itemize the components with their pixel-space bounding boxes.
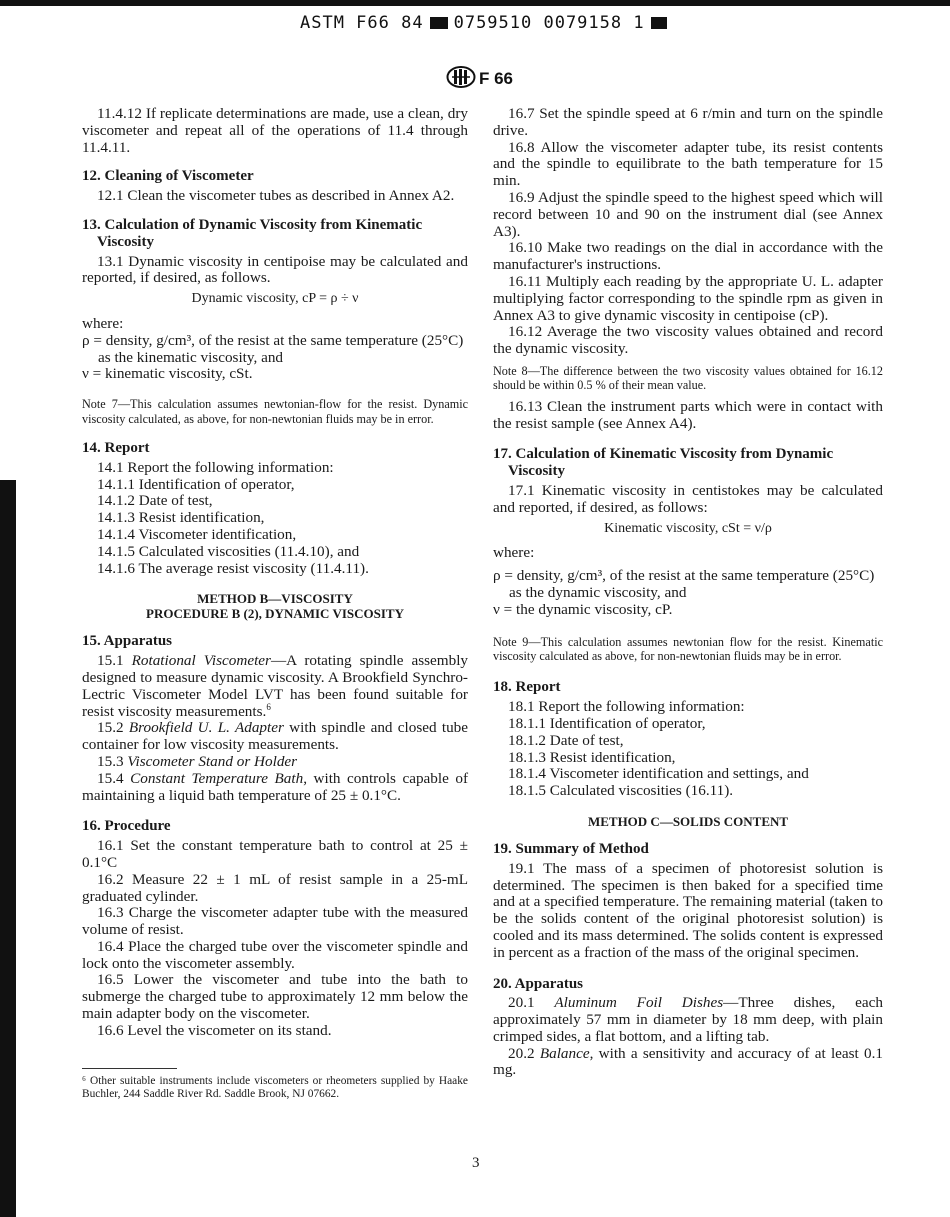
para-16-3: 16.3 Charge the viscometer adapter tube with the measured volume of resist.	[82, 904, 468, 939]
method-b-subtitle: PROCEDURE B (2), DYNAMIC VISCOSITY	[146, 606, 404, 622]
para-15-1	[82, 653, 468, 720]
scan-header-code	[300, 13, 720, 33]
para-16-2: 16.2 Measure 22 ± 1 mL of resist sample in a 25-mL graduated cylinder.	[82, 870, 468, 905]
section-18-heading: 18. Report	[493, 679, 561, 696]
para-15-4	[82, 771, 468, 805]
para-20-2-number: 20.2	[508, 1044, 535, 1062]
para-16-10: 16.10 Make two readings on the dial in accordance with the manufacturer's instructions.	[493, 239, 883, 274]
section-13-heading: 13. Calculation of Dynamic Viscosity from Kinematic Viscosity	[82, 216, 423, 250]
section-12-heading: 12. Cleaning of Viscometer	[82, 168, 254, 185]
scan-top-border	[0, 0, 950, 6]
right-column	[493, 106, 883, 1079]
where-label: where:	[493, 544, 535, 562]
report-item: 14.1.2 Date of test,	[97, 492, 213, 510]
para-15-3	[82, 754, 468, 771]
para-16-4: 16.4 Place the charged tube over the viscometer spindle and lock onto the viscometer assembly.	[82, 937, 468, 972]
footnote-rule	[82, 1068, 177, 1069]
para-15-4-term: Constant Temperature Bath	[130, 769, 304, 787]
astm-logo-icon	[446, 66, 476, 93]
note-8: Note 8—The difference between the two viscosity values obtained for 16.12 should be within 0.5 % of their mean value.	[493, 363, 883, 393]
report-item: 14.1.5 Calculated viscosities (11.4.10), and	[97, 542, 360, 560]
para-15-3-term: Viscometer Stand or Holder	[127, 752, 298, 770]
para-16-12: 16.12 Average the two viscosity values obtained and record the dynamic viscosity.	[493, 323, 883, 358]
header-code-mid: 0759510 0079158 1	[453, 13, 645, 33]
scan-left-border	[0, 480, 16, 1217]
para-19-1: 19.1 The mass of a specimen of photoresist solution is determined. The specimen is then baked for a specified time and at a specified temperature. The remaining material (taken to be the solids content of the original photoresist solution) is cooled and its mass determined. The solids content is expressed in percent as a fraction of the mass of the original specimen.	[493, 859, 883, 961]
para-16-7: 16.7 Set the spindle speed at 6 r/min and turn on the spindle drive.	[493, 105, 883, 139]
para-16-11: 16.11 Multiply each reading by the appropriate U. L. adapter multiplying factor corresponding to the spindle rpm as given in Annex A3 to give dynamic viscosity in centipoise (cP).	[493, 272, 883, 324]
report-item: 14.1.1 Identification of operator,	[97, 475, 295, 493]
para-13-1: 13.1 Dynamic viscosity in centipoise may be calculated and reported, if desired, as follows.	[82, 252, 468, 287]
def-rho: ρ = density, g/cm³, of the resist at the same temperature (25°C) as the dynamic viscosity, and	[493, 567, 875, 601]
para-12-1: 12.1 Clean the viscometer tubes as described in Annex A2.	[97, 187, 455, 205]
para-20-1-number: 20.1	[508, 994, 535, 1012]
redaction-block	[651, 17, 667, 29]
para-15-3-number: 15.3	[97, 752, 124, 770]
section-15-heading: 15. Apparatus	[82, 633, 173, 650]
method-b-heading	[82, 591, 468, 621]
left-column	[82, 106, 468, 1101]
para-20-1	[493, 995, 883, 1045]
section-16-heading: 16. Procedure	[82, 818, 171, 835]
report-item: 18.1.1 Identification of operator,	[508, 714, 706, 732]
section-17-heading: 17. Calculation of Kinematic Viscosity from Dynamic Viscosity	[493, 446, 834, 480]
para-15-2-text: with spindle and closed tube container for low viscosity measurements.	[82, 719, 469, 754]
para-20-2-text: , with a sensitivity and accuracy of at least 0.1 mg.	[493, 1044, 884, 1079]
footnote-6: ⁶ Other suitable instruments include viscometers or rheometers supplied by Haake Buchler, 244 Saddle River Rd. Saddle Brook, NJ 07662.	[82, 1074, 468, 1100]
report-item: 18.1.2 Date of test,	[508, 731, 624, 749]
para-20-2-term: Balance	[539, 1044, 590, 1062]
report-item: 14.1.3 Resist identification,	[97, 509, 265, 527]
note-7: Note 7—This calculation assumes newtonian-flow for the resist. Dynamic viscosity calculated, as above, for non-newtonian fluids may be in error.	[82, 397, 468, 426]
para-15-2	[82, 720, 468, 754]
para-11-4-12: 11.4.12 If replicate determinations are made, use a clean, dry viscometer and repeat all of the operations of 11.4 through 11.4.11.	[82, 105, 468, 156]
header-code-left: ASTM F66 84	[300, 13, 424, 33]
report-item: 18.1.3 Resist identification,	[508, 748, 676, 766]
para-16-8: 16.8 Allow the viscometer adapter tube, its resist contents and the spindle to equilibrate to the bath temperature for 15 min.	[493, 138, 883, 190]
note-9: Note 9—This calculation assumes newtonian flow for the resist. Kinematic viscosity calculated as above, for non-newtonian fluids may be in error.	[493, 634, 883, 663]
para-20-2	[493, 1046, 883, 1080]
para-15-2-number: 15.2	[97, 719, 124, 737]
designation-text: F 66	[479, 68, 514, 88]
standard-designation	[446, 66, 513, 93]
report-item: 18.1.5 Calculated viscosities (16.11).	[508, 782, 734, 800]
def-nu: ν = kinematic viscosity, cSt.	[82, 365, 253, 383]
para-16-5: 16.5 Lower the viscometer and tube into the bath to submerge the charged tube to approximately 12 mm below the main adapter body on the viscometer.	[82, 971, 468, 1023]
para-15-2-term: Brookfield U. L. Adapter	[128, 719, 284, 737]
para-16-1: 16.1 Set the constant temperature bath to control at 25 ± 0.1°C	[82, 837, 468, 871]
equation-kinematic-viscosity: Kinematic viscosity, cSt = ν/ρ	[604, 520, 772, 536]
para-16-13: 16.13 Clean the instrument parts which were in contact with the resist sample (see Annex A4).	[493, 397, 883, 432]
para-20-1-text: —Three dishes, each approximately 57 mm in diameter by 18 mm deep, with plain crimped sides, a flat bottom, and a lifting tab.	[493, 994, 883, 1045]
page-number: 3	[472, 1155, 480, 1171]
method-b-title: METHOD B—VISCOSITY	[197, 591, 353, 607]
para-15-4-text: , with controls capable of maintaining a liquid bath temperature of 25 ± 0.1°C.	[82, 769, 469, 804]
para-15-1-number: 15.1	[97, 652, 124, 670]
report-item: 14.1.4 Viscometer identification,	[97, 525, 297, 543]
report-item: 18.1 Report the following information:	[508, 698, 745, 716]
para-20-1-term: Aluminum Foil Dishes	[554, 994, 724, 1012]
where-label: where:	[82, 314, 124, 332]
def-rho: ρ = density, g/cm³, of the resist at the same temperature (25°C) as the kinematic viscosity, and	[82, 331, 464, 366]
para-16-6: 16.6 Level the viscometer on its stand.	[97, 1021, 332, 1039]
method-c-heading: METHOD C—SOLIDS CONTENT	[587, 813, 789, 829]
equation-dynamic-viscosity: Dynamic viscosity, cP = ρ ÷ ν	[191, 291, 359, 307]
report-item: 14.1 Report the following information:	[97, 458, 334, 476]
para-15-4-number: 15.4	[97, 769, 124, 787]
section-19-heading: 19. Summary of Method	[493, 840, 649, 857]
para-17-1: 17.1 Kinematic viscosity in centistokes may be calculated and reported, if desired, as follows:	[493, 481, 883, 516]
section-14-heading: 14. Report	[82, 439, 150, 456]
footnote-mark: 6	[266, 701, 271, 712]
para-16-9: 16.9 Adjust the spindle speed to the highest speed which will record between 10 and 90 on the instrument dial (see Annex A3).	[493, 188, 883, 240]
redaction-block	[430, 17, 448, 29]
report-item: 14.1.6 The average resist viscosity (11.4.11).	[97, 559, 369, 577]
para-15-1-term: Rotational Viscometer	[131, 652, 271, 670]
para-15-1-text: —A rotating spindle assembly designed to measure dynamic viscosity. A Brookfield Synchro-Lectric Viscometer Model LVT has been found suitable for resist viscosity measurements.	[82, 652, 469, 720]
report-item: 18.1.4 Viscometer identification and settings, and	[508, 765, 809, 783]
def-nu: ν = the dynamic viscosity, cP.	[493, 600, 673, 618]
section-20-heading: 20. Apparatus	[493, 975, 584, 992]
